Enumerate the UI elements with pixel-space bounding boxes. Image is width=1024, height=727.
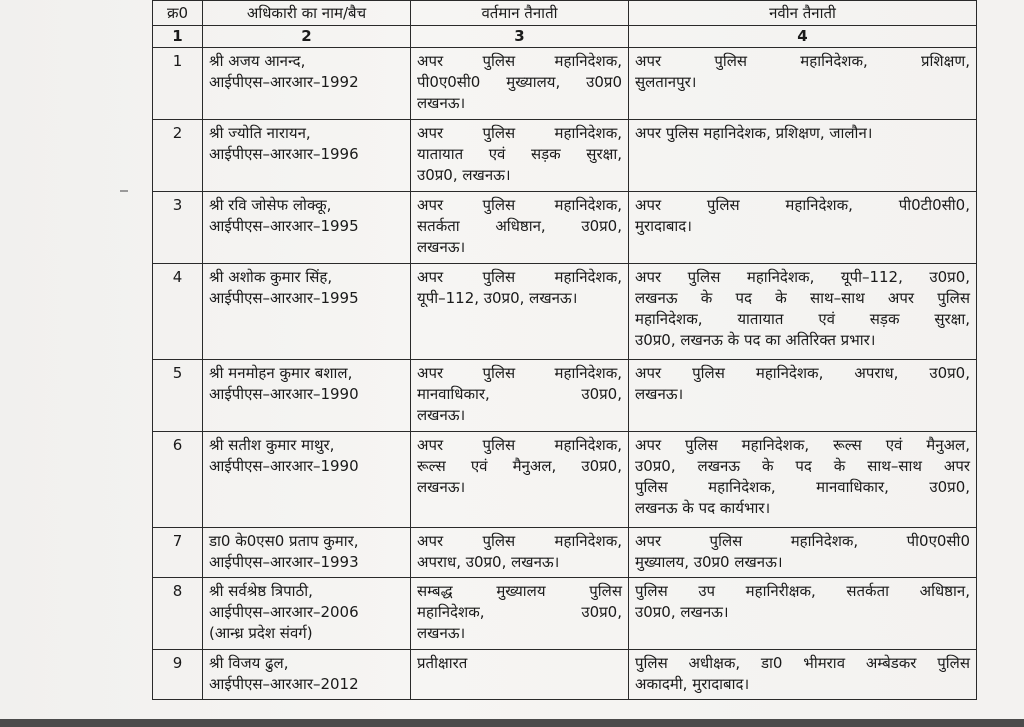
officer-name-line: श्री सर्वश्रेष्ठ त्रिपाठी, xyxy=(209,582,313,600)
new-posting-cell xyxy=(629,578,977,650)
officer-name-cell xyxy=(203,120,411,192)
current-posting-line: लखनऊ। xyxy=(417,94,466,112)
new-posting-line: पुलिस उप महानिरीक्षक, सतर्कता अधिष्ठान, xyxy=(635,582,970,600)
table-row xyxy=(153,120,977,192)
new-posting-cell xyxy=(629,192,977,264)
current-posting-cell xyxy=(411,360,629,432)
new-posting-line: पुलिस अधीक्षक, डा0 भीमराव अम्बेडकर पुलिस xyxy=(635,654,970,672)
new-posting-line: लखनऊ के पद के साथ–साथ अपर पुलिस xyxy=(635,289,970,307)
officer-name-line: आईपीएस–आरआर–1990 xyxy=(209,457,359,475)
table-row xyxy=(153,48,977,120)
current-posting-cell xyxy=(411,264,629,360)
current-posting-line: मानवाधिकार, उ0प्र0, xyxy=(417,385,622,403)
table-row xyxy=(153,432,977,528)
margin-mark xyxy=(120,190,128,192)
current-posting-line: महानिदेशक, उ0प्र0, xyxy=(417,603,622,621)
new-posting-line: उ0प्र0, लखनऊ। xyxy=(635,603,729,621)
column-number: 2 xyxy=(203,26,411,48)
serial-number: 1 xyxy=(153,48,203,120)
current-posting-line: सम्बद्ध मुख्यालय पुलिस xyxy=(417,582,622,600)
serial-number: 8 xyxy=(153,578,203,650)
page-bottom-edge xyxy=(0,719,1024,727)
new-posting-line: लखनऊ के पद कार्यभार। xyxy=(635,499,771,517)
column-number: 4 xyxy=(629,26,977,48)
new-posting-cell xyxy=(629,432,977,528)
officer-name-line: श्री अजय आनन्द, xyxy=(209,52,306,70)
current-posting-cell xyxy=(411,528,629,578)
new-posting-cell xyxy=(629,360,977,432)
current-posting-line: अपर पुलिस महानिदेशक, xyxy=(417,364,622,382)
officer-name-line: श्री रवि जोसेफ लोक्कू, xyxy=(209,196,332,214)
new-posting-line: मुरादाबाद। xyxy=(635,217,692,235)
serial-number: 7 xyxy=(153,528,203,578)
serial-number: 9 xyxy=(153,650,203,700)
current-posting-line: उ0प्र0, लखनऊ। xyxy=(417,166,511,184)
serial-number: 3 xyxy=(153,192,203,264)
current-posting-cell xyxy=(411,192,629,264)
officer-name-line: डा0 के0एस0 प्रताप कुमार, xyxy=(209,532,359,550)
header-current-posting: वर्तमान तैनाती xyxy=(411,1,629,26)
new-posting-line: उ0प्र0, लखनऊ के पद का अतिरिक्त प्रभार। xyxy=(635,331,876,349)
current-posting-cell xyxy=(411,578,629,650)
current-posting-line: प्रतीक्षारत xyxy=(417,654,468,672)
column-number-row xyxy=(153,26,977,48)
current-posting-line: अपर पुलिस महानिदेशक, xyxy=(417,268,622,286)
header-officer-name: अधिकारी का नाम/बैच xyxy=(203,1,411,26)
table-row xyxy=(153,578,977,650)
header-row xyxy=(153,1,977,26)
serial-number: 5 xyxy=(153,360,203,432)
current-posting-cell xyxy=(411,650,629,700)
officer-name-cell xyxy=(203,650,411,700)
current-posting-line: यातायात एवं सड़क सुरक्षा, xyxy=(417,145,622,163)
new-posting-cell xyxy=(629,528,977,578)
officer-name-cell xyxy=(203,264,411,360)
current-posting-line: लखनऊ। xyxy=(417,238,466,256)
current-posting-cell xyxy=(411,120,629,192)
current-posting-line: रूल्स एवं मैनुअल, उ0प्र0, xyxy=(417,457,622,475)
new-posting-line: लखनऊ। xyxy=(635,385,684,403)
column-number: 1 xyxy=(153,26,203,48)
new-posting-line: मुख्यालय, उ0प्र0 लखनऊ। xyxy=(635,553,783,571)
table-row xyxy=(153,192,977,264)
current-posting-line: सतर्कता अधिष्ठान, उ0प्र0, xyxy=(417,217,622,235)
current-posting-line: यूपी–112, उ0प्र0, लखनऊ। xyxy=(417,289,578,307)
new-posting-line: महानिदेशक, यातायात एवं सड़क सुरक्षा, xyxy=(635,310,970,328)
new-posting-line: अपर पुलिस महानिदेशक, प्रशिक्षण, जालौन। xyxy=(635,124,873,142)
officer-name-line: आईपीएस–आरआर–1995 xyxy=(209,217,359,235)
current-posting-line: अपर पुलिस महानिदेशक, xyxy=(417,124,622,142)
officer-name-line: श्री मनमोहन कुमार बशाल, xyxy=(209,364,353,382)
officer-name-line: आईपीएस–आरआर–1992 xyxy=(209,73,359,91)
header-serial: क्र0 xyxy=(153,1,203,26)
new-posting-line: उ0प्र0, लखनऊ के पद के साथ–साथ अपर xyxy=(635,457,970,475)
new-posting-cell xyxy=(629,48,977,120)
officer-name-cell xyxy=(203,192,411,264)
new-posting-cell xyxy=(629,120,977,192)
current-posting-line: अपर पुलिस महानिदेशक, xyxy=(417,52,622,70)
serial-number: 6 xyxy=(153,432,203,528)
new-posting-line: अपर पुलिस महानिदेशक, यूपी–112, उ0प्र0, xyxy=(635,268,970,286)
new-posting-cell xyxy=(629,650,977,700)
officer-name-line: आईपीएस–आरआर–1990 xyxy=(209,385,359,403)
current-posting-line: अपर पुलिस महानिदेशक, xyxy=(417,532,622,550)
new-posting-line: अकादमी, मुरादाबाद। xyxy=(635,675,750,693)
current-posting-line: लखनऊ। xyxy=(417,478,466,496)
table-body xyxy=(153,48,977,700)
officer-name-cell xyxy=(203,578,411,650)
column-number: 3 xyxy=(411,26,629,48)
table-row xyxy=(153,528,977,578)
officer-name-line: (आन्ध्र प्रदेश संवर्ग) xyxy=(209,624,313,642)
officer-name-line: श्री ज्योति नारायन, xyxy=(209,124,311,142)
officer-name-line: श्री विजय ढुल, xyxy=(209,654,289,672)
new-posting-line: अपर पुलिस महानिदेशक, पी0टी0सी0, xyxy=(635,196,970,214)
table-row xyxy=(153,650,977,700)
header-new-posting: नवीन तैनाती xyxy=(629,1,977,26)
officer-name-line: श्री सतीश कुमार माथुर, xyxy=(209,436,335,454)
officer-name-line: श्री अशोक कुमार सिंह, xyxy=(209,268,333,286)
officer-name-cell xyxy=(203,528,411,578)
serial-number: 4 xyxy=(153,264,203,360)
current-posting-line: अपर पुलिस महानिदेशक, xyxy=(417,196,622,214)
current-posting-line: पी0ए0सी0 मुख्यालय, उ0प्र0 xyxy=(417,73,622,91)
current-posting-line: अपर पुलिस महानिदेशक, xyxy=(417,436,622,454)
officer-name-cell xyxy=(203,360,411,432)
posting-table xyxy=(152,0,977,700)
officer-name-line: आईपीएस–आरआर–2006 xyxy=(209,603,359,621)
new-posting-line: अपर पुलिस महानिदेशक, अपराध, उ0प्र0, xyxy=(635,364,970,382)
new-posting-line: पुलिस महानिदेशक, मानवाधिकार, उ0प्र0, xyxy=(635,478,970,496)
new-posting-line: अपर पुलिस महानिदेशक, रूल्स एवं मैनुअल, xyxy=(635,436,970,454)
current-posting-line: लखनऊ। xyxy=(417,406,466,424)
current-posting-line: अपराध, उ0प्र0, लखनऊ। xyxy=(417,553,560,571)
officer-name-line: आईपीएस–आरआर–1993 xyxy=(209,553,359,571)
officer-name-cell xyxy=(203,48,411,120)
serial-number: 2 xyxy=(153,120,203,192)
new-posting-cell xyxy=(629,264,977,360)
table-row xyxy=(153,360,977,432)
current-posting-line: लखनऊ। xyxy=(417,624,466,642)
officer-name-line: आईपीएस–आरआर–1995 xyxy=(209,289,359,307)
current-posting-cell xyxy=(411,432,629,528)
current-posting-cell xyxy=(411,48,629,120)
new-posting-line: सुलतानपुर। xyxy=(635,73,697,91)
new-posting-line: अपर पुलिस महानिदेशक, प्रशिक्षण, xyxy=(635,52,970,70)
officer-name-line: आईपीएस–आरआर–1996 xyxy=(209,145,359,163)
officer-name-line: आईपीएस–आरआर–2012 xyxy=(209,675,359,693)
officer-name-cell xyxy=(203,432,411,528)
new-posting-line: अपर पुलिस महानिदेशक, पी0ए0सी0 xyxy=(635,532,970,550)
table-row xyxy=(153,264,977,360)
